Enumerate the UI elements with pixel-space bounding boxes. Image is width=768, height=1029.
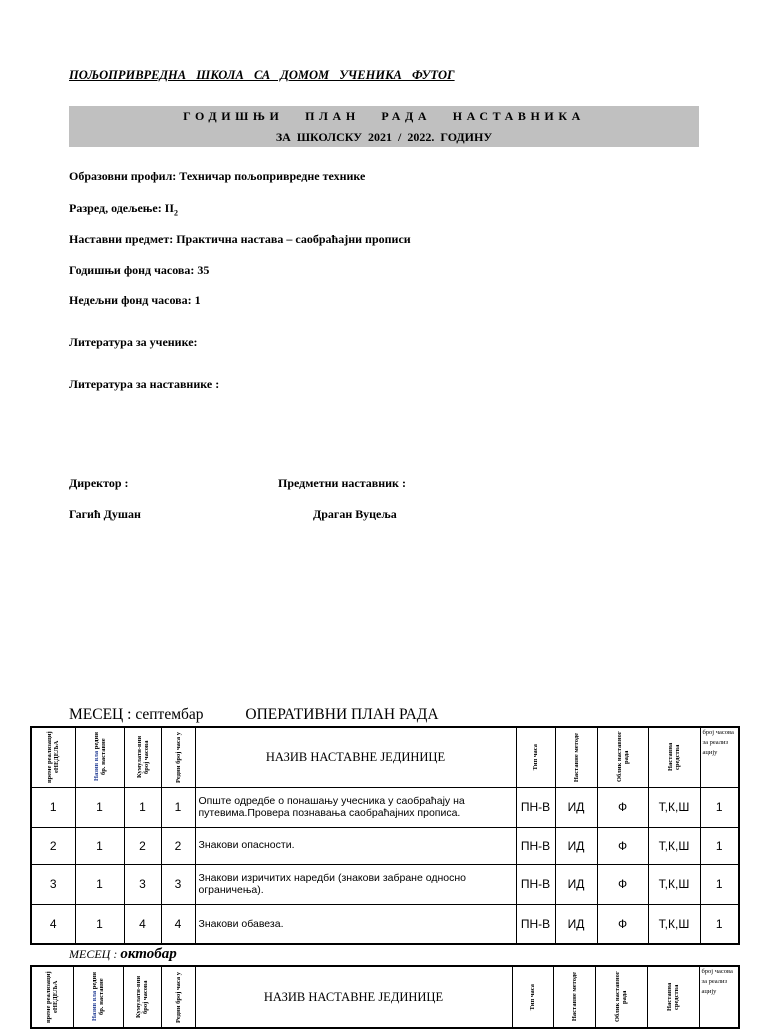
col-ordinal: Редни број часа у	[161, 966, 195, 1028]
cell-cumulative: 3	[124, 864, 161, 904]
cell-hours: 1	[700, 787, 739, 827]
annual-hours: Годишњи фонд часова: 35	[69, 263, 210, 277]
cell-ordinal: 1	[161, 787, 195, 827]
cell-ordinal: 4	[161, 904, 195, 944]
director-label: Директор :	[69, 476, 129, 490]
cell-cumulative: 1	[124, 787, 161, 827]
cell-hours: 1	[700, 827, 739, 864]
cell-theme: 1	[75, 787, 124, 827]
col-type: Тип часа	[516, 727, 555, 787]
cell-week: 3	[31, 864, 75, 904]
cell-method: ИД	[555, 904, 597, 944]
teacher-name: Драган Вуцеља	[313, 507, 397, 521]
table-row	[31, 864, 739, 904]
month-october: октобар	[120, 946, 177, 962]
cell-hours: 1	[700, 864, 739, 904]
cell-method: ИД	[555, 787, 597, 827]
cell-theme: 1	[75, 904, 124, 944]
month-label: МЕСЕЦ :	[69, 706, 132, 723]
plan-title: ГОДИШЊИ ПЛАН РАДА НАСТАВНИКА	[183, 109, 585, 123]
col-methods: Наставне методе	[555, 727, 597, 787]
col-theme-blue: Назив вла	[91, 991, 98, 1022]
cell-tools: Т,К,Ш	[648, 904, 700, 944]
director-name: Гагић Душан	[69, 507, 141, 521]
literature-teachers: Литература за наставнике :	[69, 377, 220, 391]
cell-cumulative: 2	[124, 827, 161, 864]
col-hours: број часова за реализ ацију	[699, 966, 739, 1028]
cell-theme: 1	[75, 864, 124, 904]
month-september: септембар	[135, 706, 204, 723]
col-forms: Облик наставног рада	[595, 966, 647, 1028]
cell-week: 2	[31, 827, 75, 864]
cell-form: Ф	[597, 904, 648, 944]
school-name: ПОЉОПРИВРЕДНА ШКОЛА СА ДОМОМ УЧЕНИКА ФУТОГ	[69, 68, 455, 82]
cell-type: ПН-В	[516, 904, 555, 944]
grade-class	[69, 201, 178, 217]
cell-type: ПН-В	[516, 864, 555, 904]
school-year: ЗА ШКОЛСКУ 2021 / 2022. ГОДИНУ	[275, 130, 493, 144]
october-plan-table	[30, 965, 740, 1029]
col-methods: Наставне методе	[553, 966, 595, 1028]
col-week: време реализациј еНЕДЕЉА	[31, 727, 75, 787]
cell-week: 4	[31, 904, 75, 944]
weekly-hours: Недељни фонд часова: 1	[69, 293, 201, 307]
cell-week: 1	[31, 787, 75, 827]
table-row	[31, 904, 739, 944]
operative-plan-title: ОПЕРАТИВНИ ПЛАН РАДА	[245, 706, 439, 723]
col-ordinal: Редни број часа у	[161, 727, 195, 787]
plan-title-banner	[69, 106, 699, 147]
teacher-label: Предметни наставник :	[278, 476, 406, 490]
cell-form: Ф	[597, 787, 648, 827]
month-october-heading	[69, 946, 177, 963]
cell-ordinal: 2	[161, 827, 195, 864]
grade-label: Разред, одељење: II	[69, 201, 175, 215]
col-theme	[75, 727, 124, 787]
col-type: Тип часа	[512, 966, 553, 1028]
cell-ordinal: 3	[161, 864, 195, 904]
september-plan-table	[30, 726, 740, 945]
col-tools: Наставна средства	[647, 966, 699, 1028]
col-tools: Наставна средства	[648, 727, 700, 787]
cell-theme: 1	[75, 827, 124, 864]
month-heading	[69, 706, 439, 724]
cell-unit-title: Знакови изричитих наредби (знакови забране односно ограничења).	[195, 864, 516, 904]
month-label-2: МЕСЕЦ :	[69, 947, 118, 961]
table-row	[31, 787, 739, 827]
col-theme	[73, 966, 123, 1028]
table-header-row	[31, 727, 739, 787]
col-unit-title: НАЗИВ НАСТАВНЕ ЈЕДИНИЦЕ	[195, 727, 516, 787]
col-forms: Облик наставног рада	[597, 727, 648, 787]
cell-unit-title: Знакови обавеза.	[195, 904, 516, 944]
col-theme-no: редни бр. наставне	[91, 972, 105, 1016]
subject: Наставни предмет: Практична настава – саобраћајни прописи	[69, 232, 411, 246]
col-cumulative: Кумулати-вни број часова	[123, 966, 161, 1028]
cell-unit-title: Знакови опасности.	[195, 827, 516, 864]
col-week: време реализациј еНЕДЕЉА	[31, 966, 73, 1028]
cell-tools: Т,К,Ш	[648, 864, 700, 904]
col-hours: број часова за реализ ацију	[700, 727, 739, 787]
table-header-row	[31, 966, 739, 1028]
col-theme-no: редни бр. наставне	[92, 732, 107, 776]
cell-tools: Т,К,Ш	[648, 787, 700, 827]
cell-method: ИД	[555, 827, 597, 864]
col-theme-blue: Назив вла	[92, 751, 100, 782]
cell-hours: 1	[700, 904, 739, 944]
cell-unit-title: Опште одредбе о понашању учесника у саобраћају на путевима.Провера познавања саобраћајних прописа.	[195, 787, 516, 827]
cell-form: Ф	[597, 864, 648, 904]
literature-students: Литература за ученике:	[69, 335, 198, 349]
grade-subscript: 2	[174, 208, 179, 218]
cell-cumulative: 4	[124, 904, 161, 944]
cell-form: Ф	[597, 827, 648, 864]
table-row	[31, 827, 739, 864]
cell-tools: Т,К,Ш	[648, 827, 700, 864]
cell-type: ПН-В	[516, 827, 555, 864]
cell-method: ИД	[555, 864, 597, 904]
education-profile: Образовни профил: Техничар пољопривредне технике	[69, 169, 366, 183]
cell-type: ПН-В	[516, 787, 555, 827]
col-unit-title: НАЗИВ НАСТАВНЕ ЈЕДИНИЦЕ	[195, 966, 512, 1028]
col-cumulative: Кумулати-вни број часова	[124, 727, 161, 787]
